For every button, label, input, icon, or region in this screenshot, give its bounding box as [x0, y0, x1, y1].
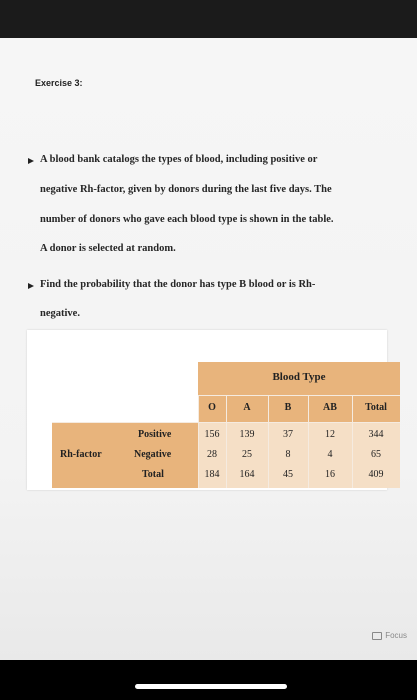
table-cell: 12 — [325, 429, 335, 440]
table-group-header: Blood Type — [272, 371, 326, 383]
column-header: A — [243, 402, 251, 413]
focus-icon — [372, 632, 382, 640]
focus-button[interactable] — [372, 631, 407, 640]
home-indicator[interactable] — [135, 684, 287, 689]
table-cell: 409 — [368, 469, 384, 480]
row-label: Total — [142, 469, 164, 480]
bullet-icon — [28, 158, 34, 164]
paragraph1-line: negative Rh-factor, given by donors during the last five days. The — [40, 184, 332, 195]
table-cell: 184 — [204, 469, 220, 480]
table-cell: 139 — [239, 429, 255, 440]
table-cell: 164 — [239, 469, 255, 480]
focus-label: Focus — [385, 631, 407, 640]
bullet-icon — [28, 283, 34, 289]
table-cell: 37 — [283, 429, 293, 440]
table-cell: 8 — [285, 449, 291, 460]
table-cell: 344 — [368, 429, 384, 440]
table-cell: 16 — [325, 469, 335, 480]
paragraph2-line: negative. — [40, 308, 80, 319]
column-header: Total — [365, 402, 387, 413]
paragraph1-line: A blood bank catalogs the types of blood, including positive or — [40, 154, 318, 165]
column-header: O — [208, 402, 216, 413]
table-cell: 4 — [327, 449, 333, 460]
exercise-title: Exercise 3: — [35, 78, 83, 88]
table-cell: 45 — [283, 469, 293, 480]
column-header: AB — [323, 402, 337, 413]
row-label: Negative — [134, 449, 172, 460]
table-cell: 28 — [207, 449, 217, 460]
paragraph1-line: A donor is selected at random. — [40, 243, 176, 254]
column-header: B — [284, 402, 292, 413]
table-cell: 65 — [371, 449, 381, 460]
table-cell: 156 — [204, 429, 220, 440]
table-divider — [198, 395, 400, 396]
paragraph1-line: number of donors who gave each blood type is shown in the table. — [40, 214, 334, 225]
top-bar — [0, 0, 417, 38]
row-label: Positive — [138, 429, 172, 440]
paragraph2-line: Find the probability that the donor has type B blood or is Rh- — [40, 279, 316, 290]
table-group-label: Rh-factor — [60, 449, 102, 460]
table-cell: 25 — [242, 449, 252, 460]
